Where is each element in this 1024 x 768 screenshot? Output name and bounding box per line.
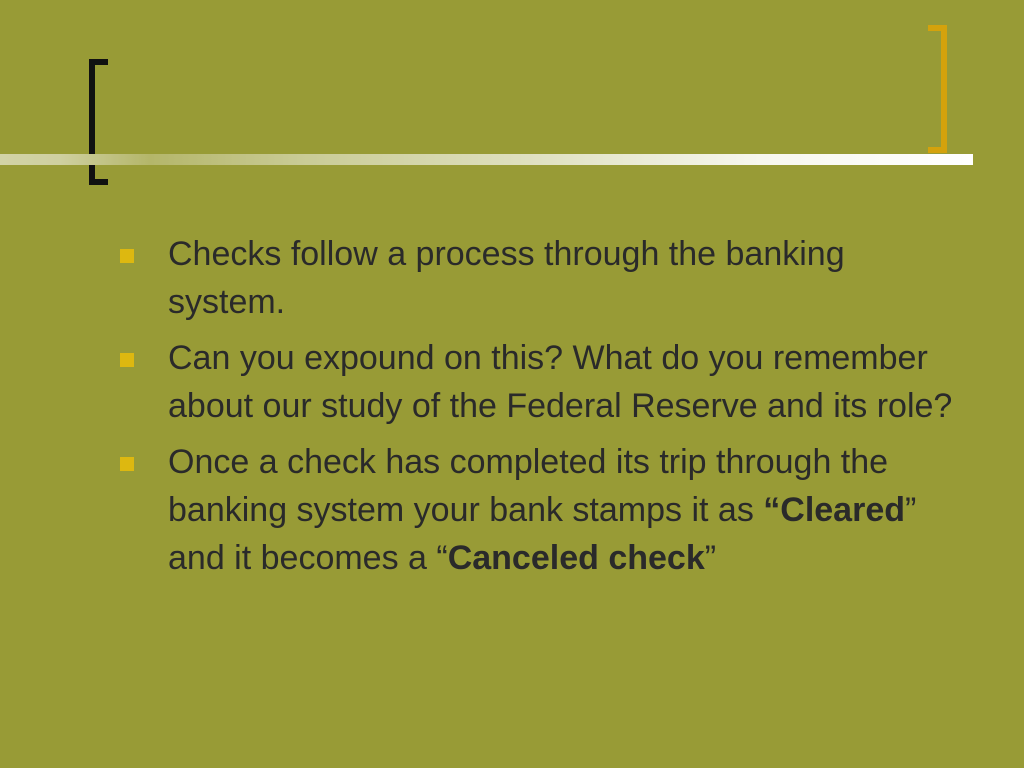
bullet-item: [115, 334, 960, 430]
left-bracket-decoration: [88, 59, 112, 185]
bullet-item: [115, 438, 960, 582]
square-bullet-icon: [120, 249, 134, 263]
cleared-term: Cleared: [780, 491, 905, 529]
canceled-check-term: Canceled check: [447, 539, 705, 577]
right-bracket-decoration: [924, 25, 948, 153]
bullet-list: [115, 230, 960, 590]
close-quote: ”: [905, 491, 917, 529]
close-quote: ”: [704, 539, 717, 577]
bullet-text: Can you expound on this? What do you remember about our study of the Federal Reserve and its role?: [168, 339, 953, 425]
title-divider-line: [0, 154, 973, 165]
open-quote: “: [763, 491, 781, 529]
bullet-text: Checks follow a process through the banking system.: [168, 235, 845, 321]
square-bullet-icon: [120, 457, 134, 471]
bullet-text-part: and it becomes a “: [168, 539, 448, 577]
square-bullet-icon: [120, 353, 134, 367]
bullet-text-part: Once a check has completed its trip through the banking system your bank stamps it as: [168, 443, 889, 529]
bullet-item: [115, 230, 960, 326]
